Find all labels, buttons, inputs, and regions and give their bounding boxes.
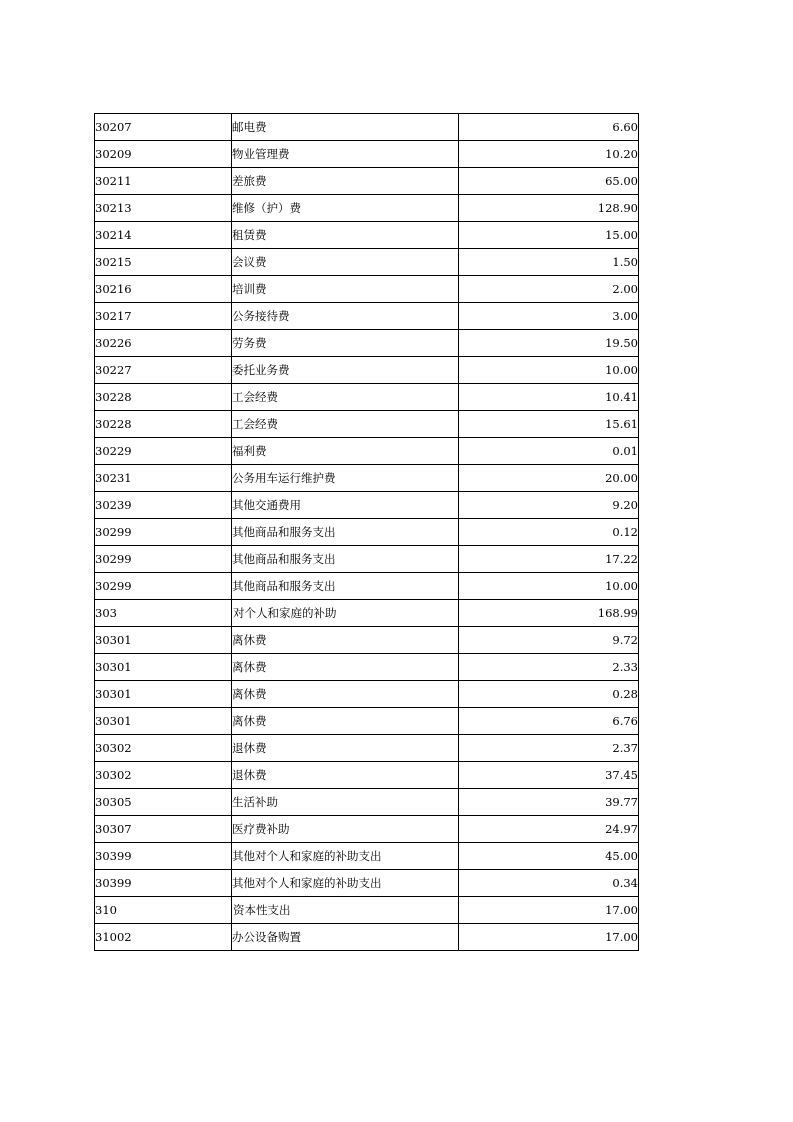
expense-name-cell: 委托业务费 <box>232 357 459 384</box>
expense-amount-cell: 15.00 <box>459 222 639 249</box>
expense-amount-cell: 39.77 <box>459 789 639 816</box>
expense-code-cell: 30299 <box>95 546 232 573</box>
expense-amount-cell: 2.33 <box>459 654 639 681</box>
expense-code-cell: 30239 <box>95 492 232 519</box>
expense-name-cell: 会议费 <box>232 249 459 276</box>
expense-name-cell: 其他商品和服务支出 <box>232 546 459 573</box>
table-row <box>95 735 639 762</box>
table-row <box>95 168 639 195</box>
expense-amount-cell: 17.00 <box>459 924 639 951</box>
expense-code-cell: 310 <box>95 897 232 924</box>
expense-name-cell: 工会经费 <box>232 411 459 438</box>
expense-name-cell: 生活补助 <box>232 789 459 816</box>
expense-amount-cell: 0.34 <box>459 870 639 897</box>
table-row <box>95 141 639 168</box>
expense-name-cell: 其他商品和服务支出 <box>232 519 459 546</box>
expense-amount-cell: 37.45 <box>459 762 639 789</box>
expense-name-cell: 其他对个人和家庭的补助支出 <box>232 843 459 870</box>
expense-amount-cell: 19.50 <box>459 330 639 357</box>
expense-code-cell: 30209 <box>95 141 232 168</box>
table-row <box>95 600 639 627</box>
table-row <box>95 276 639 303</box>
expense-code-cell: 30305 <box>95 789 232 816</box>
table-row <box>95 384 639 411</box>
expense-amount-cell: 10.00 <box>459 573 639 600</box>
table-row <box>95 222 639 249</box>
expense-name-cell: 离休费 <box>232 708 459 735</box>
expense-amount-cell: 0.01 <box>459 438 639 465</box>
expense-code-cell: 30211 <box>95 168 232 195</box>
expense-code-cell: 30216 <box>95 276 232 303</box>
expense-name-cell: 其他对个人和家庭的补助支出 <box>232 870 459 897</box>
table-row <box>95 573 639 600</box>
expense-name-cell: 离休费 <box>232 681 459 708</box>
table-row <box>95 465 639 492</box>
table-row <box>95 357 639 384</box>
expense-name-cell: 离休费 <box>232 654 459 681</box>
expense-code-cell: 30301 <box>95 681 232 708</box>
expense-code-cell: 30207 <box>95 114 232 141</box>
expense-amount-cell: 2.00 <box>459 276 639 303</box>
table-row <box>95 546 639 573</box>
expense-code-cell: 30215 <box>95 249 232 276</box>
table-row <box>95 438 639 465</box>
expense-code-cell: 30228 <box>95 411 232 438</box>
expense-code-cell: 30217 <box>95 303 232 330</box>
expense-code-cell: 30299 <box>95 519 232 546</box>
expense-code-cell: 30229 <box>95 438 232 465</box>
expense-code-cell: 30399 <box>95 843 232 870</box>
expense-name-cell: 差旅费 <box>232 168 459 195</box>
expense-name-cell: 公务接待费 <box>232 303 459 330</box>
expense-amount-cell: 10.20 <box>459 141 639 168</box>
expense-amount-cell: 20.00 <box>459 465 639 492</box>
expense-amount-cell: 0.12 <box>459 519 639 546</box>
table-row <box>95 195 639 222</box>
table-row <box>95 411 639 438</box>
table-row <box>95 843 639 870</box>
table-row <box>95 492 639 519</box>
expense-name-cell: 公务用车运行维护费 <box>232 465 459 492</box>
expense-code-cell: 30299 <box>95 573 232 600</box>
expense-name-cell: 租赁费 <box>232 222 459 249</box>
expense-amount-cell: 168.99 <box>459 600 639 627</box>
table-row <box>95 762 639 789</box>
expense-amount-cell: 65.00 <box>459 168 639 195</box>
table-row <box>95 330 639 357</box>
table-row <box>95 681 639 708</box>
expense-amount-cell: 6.76 <box>459 708 639 735</box>
expense-amount-cell: 2.37 <box>459 735 639 762</box>
expense-name-cell: 劳务费 <box>232 330 459 357</box>
expense-name-cell: 医疗费补助 <box>232 816 459 843</box>
expense-code-cell: 30227 <box>95 357 232 384</box>
table-row <box>95 816 639 843</box>
table-row <box>95 789 639 816</box>
expense-code-cell: 30226 <box>95 330 232 357</box>
table-row <box>95 897 639 924</box>
expense-amount-cell: 15.61 <box>459 411 639 438</box>
expense-code-cell: 30231 <box>95 465 232 492</box>
expense-name-cell: 工会经费 <box>232 384 459 411</box>
expense-code-cell: 30302 <box>95 762 232 789</box>
expense-amount-cell: 1.50 <box>459 249 639 276</box>
expense-name-cell: 物业管理费 <box>232 141 459 168</box>
expense-name-cell: 福利费 <box>232 438 459 465</box>
expense-name-cell: 办公设备购置 <box>232 924 459 951</box>
table-row <box>95 654 639 681</box>
expense-name-cell: 退休费 <box>232 735 459 762</box>
table-body <box>95 114 639 951</box>
expense-amount-cell: 128.90 <box>459 195 639 222</box>
table-row <box>95 924 639 951</box>
expense-name-cell: 离休费 <box>232 627 459 654</box>
expense-amount-cell: 0.28 <box>459 681 639 708</box>
table-row <box>95 303 639 330</box>
expenditure-table <box>94 113 639 951</box>
expense-amount-cell: 10.41 <box>459 384 639 411</box>
expense-code-cell: 30214 <box>95 222 232 249</box>
expense-name-cell: 退休费 <box>232 762 459 789</box>
expense-name-cell: 其他交通费用 <box>232 492 459 519</box>
expense-name-cell: 维修（护）费 <box>232 195 459 222</box>
expense-name-cell: 培训费 <box>232 276 459 303</box>
expense-amount-cell: 17.00 <box>459 897 639 924</box>
expense-code-cell: 30399 <box>95 870 232 897</box>
expense-amount-cell: 6.60 <box>459 114 639 141</box>
expense-code-cell: 30301 <box>95 708 232 735</box>
expense-code-cell: 30301 <box>95 627 232 654</box>
table-row <box>95 249 639 276</box>
expense-code-cell: 30301 <box>95 654 232 681</box>
expense-name-cell: 对个人和家庭的补助 <box>232 600 459 627</box>
table-row <box>95 114 639 141</box>
expense-name-cell: 资本性支出 <box>232 897 459 924</box>
expense-code-cell: 30302 <box>95 735 232 762</box>
expense-code-cell: 30307 <box>95 816 232 843</box>
expense-name-cell: 其他商品和服务支出 <box>232 573 459 600</box>
expense-name-cell: 邮电费 <box>232 114 459 141</box>
table-row <box>95 627 639 654</box>
table-row <box>95 519 639 546</box>
table-row <box>95 708 639 735</box>
expense-amount-cell: 10.00 <box>459 357 639 384</box>
expense-code-cell: 303 <box>95 600 232 627</box>
expense-amount-cell: 45.00 <box>459 843 639 870</box>
expense-code-cell: 31002 <box>95 924 232 951</box>
expense-amount-cell: 9.20 <box>459 492 639 519</box>
expense-amount-cell: 9.72 <box>459 627 639 654</box>
expense-amount-cell: 17.22 <box>459 546 639 573</box>
expense-code-cell: 30228 <box>95 384 232 411</box>
expense-code-cell: 30213 <box>95 195 232 222</box>
table-row <box>95 870 639 897</box>
expense-amount-cell: 24.97 <box>459 816 639 843</box>
expense-amount-cell: 3.00 <box>459 303 639 330</box>
